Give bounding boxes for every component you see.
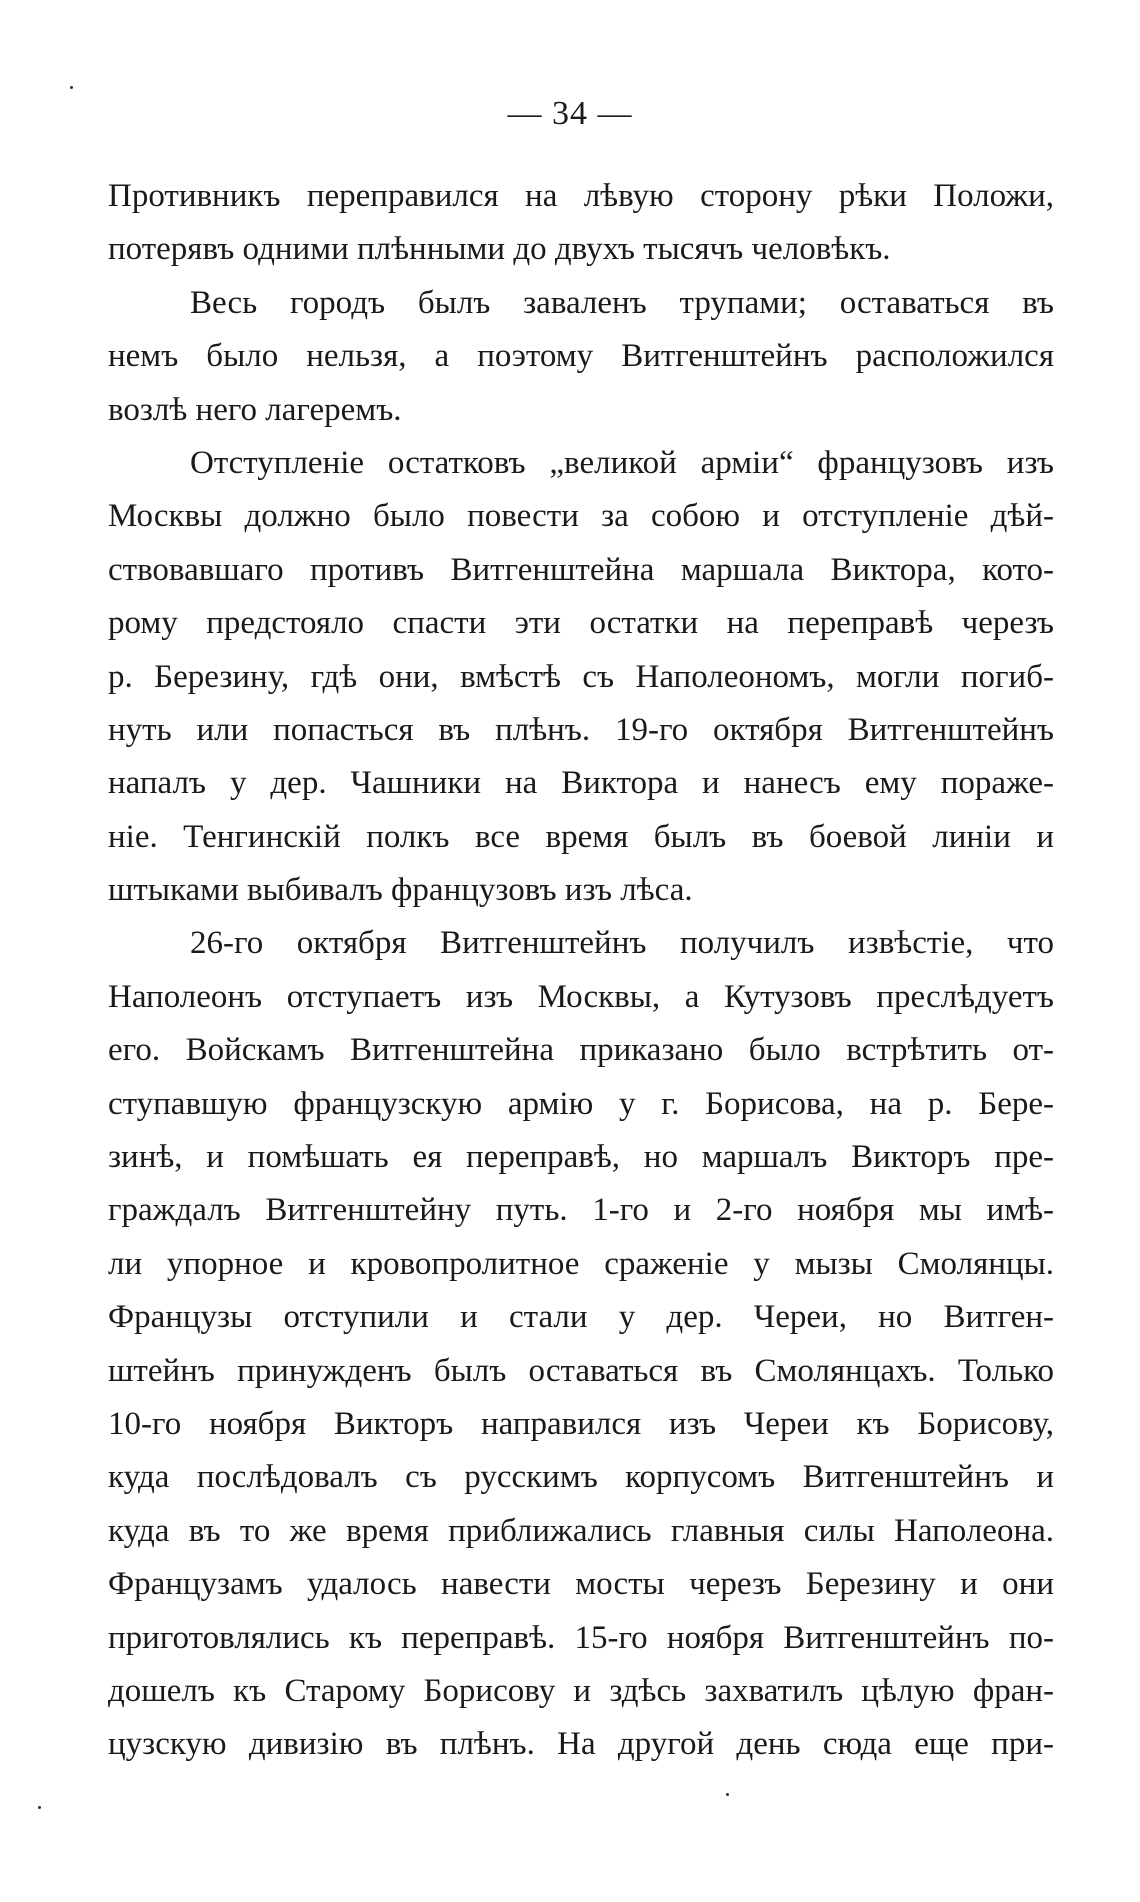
text-line: Москвы должно было повести за собою и отступленіе дѣй-	[108, 498, 1054, 535]
text-line: зинѣ, и помѣшать ея переправѣ, но маршалъ Викторъ пре-	[108, 1139, 1054, 1176]
text-line: немъ было нельзя, а поэтому Витгенштейнъ расположился	[108, 338, 1054, 375]
text-line: напалъ у дер. Чашники на Виктора и нанесъ ему пораже-	[108, 765, 1054, 802]
text-line: ствовавшаго противъ Витгенштейна маршала Виктора, кото-	[108, 551, 1054, 588]
text-line: Противникъ переправился на лѣвую сторону рѣки Положи,	[108, 178, 1054, 214]
text-line: ступавшую французскую армію у г. Борисова, на р. Бере-	[108, 1085, 1054, 1122]
print-speck	[38, 1806, 41, 1809]
text-line: куда послѣдовалъ съ русскимъ корпусомъ Витгенштейнъ и	[108, 1459, 1054, 1496]
text-line: ли упорное и кровопролитное сраженіе у мызы Смолянцы.	[108, 1245, 1054, 1282]
text-line: 10-го ноября Викторъ направился изъ Череи къ Борисову,	[108, 1405, 1054, 1442]
text-line: возлѣ него лагеремъ.	[108, 391, 402, 428]
text-line: р. Березину, гдѣ они, вмѣстѣ съ Наполеономъ, могли погиб-	[108, 658, 1054, 695]
text-line: Наполеонъ отступаетъ изъ Москвы, а Кутузовъ преслѣдуетъ	[108, 978, 1054, 1015]
text-line: Французамъ удалось навести мосты черезъ Березину и они	[108, 1566, 1054, 1603]
text-line: приготовлялись къ переправѣ. 15-го ноября Витгенштейнъ по-	[108, 1619, 1054, 1656]
text-line: штыками выбивалъ французовъ изъ лѣса.	[108, 872, 693, 909]
text-line: Отступленіе остатковъ „великой арміи“ французовъ изъ	[190, 444, 1054, 481]
text-line: ніе. Тенгинскій полкъ все время былъ въ боевой линіи и	[108, 818, 1054, 855]
text-line: 26-го октября Витгенштейнъ получилъ извѣстіе, что	[190, 925, 1054, 962]
text-line: Весь городъ былъ заваленъ трупами; оставаться въ	[190, 284, 1054, 321]
print-speck	[726, 1793, 729, 1796]
text-line: граждалъ Витгенштейну путь. 1-го и 2-го ноября мы имѣ-	[108, 1192, 1054, 1229]
print-speck	[70, 86, 73, 89]
page-number: — 34 —	[507, 95, 633, 132]
text-line: рому предстояло спасти эти остатки на переправѣ черезъ	[108, 605, 1054, 642]
text-line: его. Войскамъ Витгенштейна приказано было встрѣтить от-	[108, 1032, 1054, 1069]
body-text	[108, 170, 1054, 1772]
text-line: дошелъ къ Старому Борисову и здѣсь захватилъ цѣлую фран-	[108, 1672, 1054, 1709]
text-line: куда въ то же время приближались главныя силы Наполеона.	[108, 1512, 1054, 1549]
text-line: Французы отступили и стали у дер. Череи, но Витген-	[108, 1299, 1054, 1336]
text-line: штейнъ принужденъ былъ оставаться въ Смолянцахъ. Только	[108, 1352, 1054, 1389]
text-line: нуть или попасться въ плѣнъ. 19-го октября Витгенштейнъ	[108, 711, 1054, 748]
text-line: потерявъ одними плѣнными до двухъ тысячъ человѣкъ.	[108, 231, 891, 268]
text-line: цузскую дивизію въ плѣнъ. На другой день сюда еще при-	[108, 1726, 1054, 1763]
